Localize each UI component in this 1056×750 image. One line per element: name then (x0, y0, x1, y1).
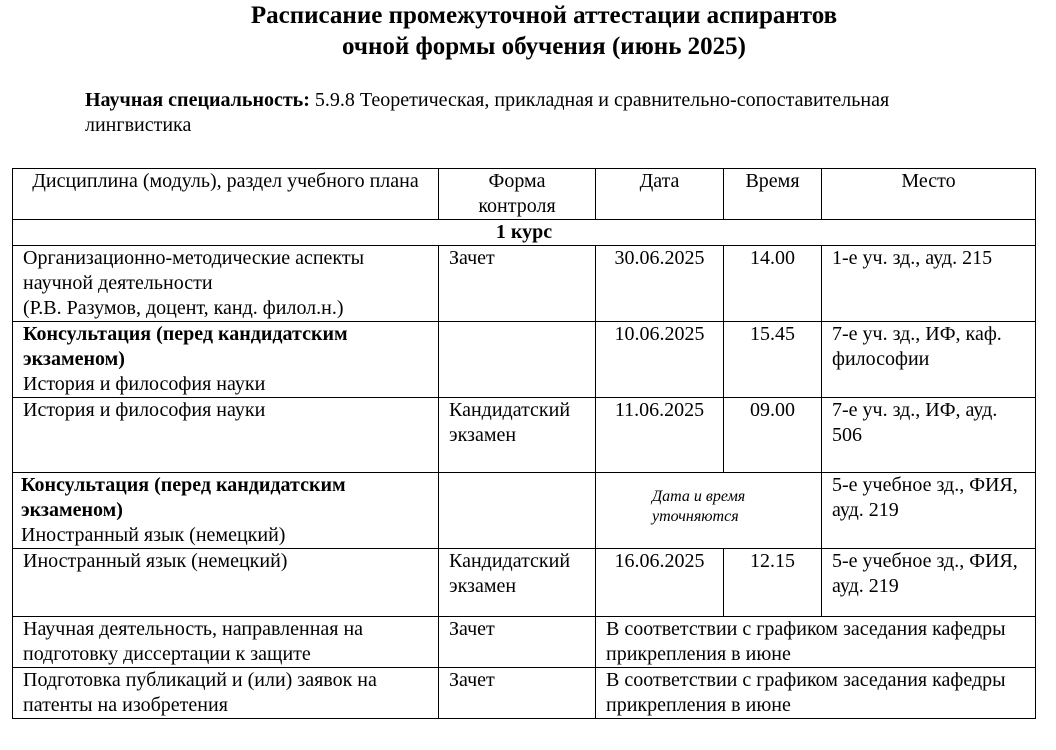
time-cell: 09.00 (724, 398, 822, 473)
header-discipline: Дисциплина (модуль), раздел учебного плана (13, 169, 439, 220)
header-date: Дата (596, 169, 724, 220)
table-row (13, 617, 1036, 668)
specialty-label: Научная специальность: (85, 89, 310, 111)
form-cell: Зачет (439, 668, 596, 719)
schedule-note: В соответствии с графиком заседания кафедры прикрепления в июне (596, 668, 1036, 719)
date-cell: 30.06.2025 (596, 246, 724, 322)
form-cell: Кандидатский экзамен (439, 398, 596, 473)
time-cell: 14.00 (724, 246, 822, 322)
discipline-cell (13, 322, 439, 398)
place-cell: 7-е уч. зд., ИФ, каф. философии (822, 322, 1036, 398)
table-row (13, 668, 1036, 719)
consultation-title: Консультация (перед кандидатским экзаменом) (23, 323, 348, 370)
schedule-note: В соответствии с графиком заседания кафедры прикрепления в июне (596, 617, 1036, 668)
table-row (13, 322, 1036, 398)
form-cell (439, 473, 596, 549)
place-cell: 1-е уч. зд., ауд. 215 (822, 246, 1036, 322)
place-cell: 5-е учебное зд., ФИЯ, ауд. 219 (822, 473, 1036, 549)
table-row (13, 473, 1036, 549)
table-row (13, 246, 1036, 322)
header-place: Место (822, 169, 1036, 220)
form-cell: Кандидатский экзамен (439, 549, 596, 617)
title-line-1: Расписание промежуточной аттестации аспирантов (250, 2, 838, 29)
place-cell: 5-е учебное зд., ФИЯ, ауд. 219 (822, 549, 1036, 617)
time-cell: 12.15 (724, 549, 822, 617)
specialty-value: 5.9.8 Теоретическая, прикладная и сравнительно-сопоставительная лингвистика (85, 89, 890, 136)
discipline-cell: Научная деятельность, направленная на подготовку диссертации к защите (13, 617, 439, 668)
discipline-cell: История и философия науки (13, 398, 439, 473)
date-cell: 10.06.2025 (596, 322, 724, 398)
table-row (13, 398, 1036, 473)
tbd-note (596, 473, 822, 549)
form-cell: Зачет (439, 617, 596, 668)
place-cell: 7-е уч. зд., ИФ, ауд. 506 (822, 398, 1036, 473)
title-line-2: очной формы обучения (июнь 2025) (342, 33, 746, 60)
date-cell: 16.06.2025 (596, 549, 724, 617)
consultation-title: Консультация (перед кандидатским экзаменом) (21, 474, 346, 521)
teacher-text: (Р.В. Разумов, доцент, канд. филол.н.) (23, 297, 344, 319)
date-cell: 11.06.2025 (596, 398, 724, 473)
tbd-line-1: Дата и время (652, 488, 746, 505)
discipline-cell: Подготовка публикаций и (или) заявок на патенты на изобретения (13, 668, 439, 719)
discipline-cell (13, 246, 439, 322)
discipline-cell: Иностранный язык (немецкий) (13, 549, 439, 617)
header-form: Форма контроля (439, 169, 596, 220)
discipline-text: Организационно-методические аспекты научной деятельности (23, 247, 365, 294)
time-cell: 15.45 (724, 322, 822, 398)
discipline-text: История и философия науки (23, 373, 266, 395)
header-row (13, 169, 1036, 220)
table-row (13, 549, 1036, 617)
schedule-table (12, 168, 1036, 719)
discipline-text: Иностранный язык (немецкий) (21, 524, 286, 546)
tbd-line-2: уточняются (652, 508, 739, 525)
discipline-cell (13, 473, 439, 549)
document-title (0, 0, 1056, 62)
specialty-line (85, 88, 905, 138)
header-time: Время (724, 169, 822, 220)
course-row (13, 220, 1036, 246)
form-cell: Зачет (439, 246, 596, 322)
form-cell (439, 322, 596, 398)
course-label: 1 курс (13, 220, 1036, 246)
